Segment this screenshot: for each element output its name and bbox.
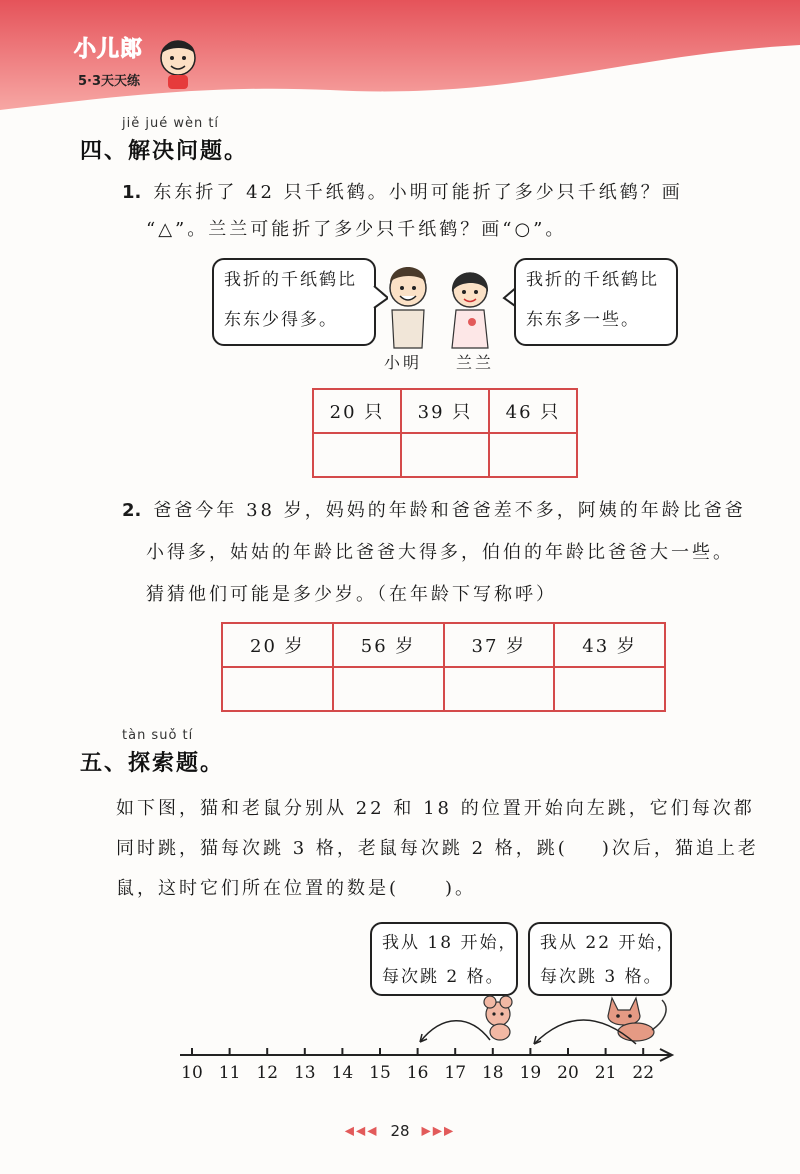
number-line-label: 11	[218, 1063, 241, 1083]
bubble-mouse	[370, 922, 518, 996]
s5-line1: 如下图，猫和老鼠分别从 22 和 18 的位置开始向左跳，它们每次都	[116, 798, 755, 819]
q2-cell-header: 20 岁	[222, 623, 333, 667]
section5-pinyin: tàn suǒ tí	[122, 728, 194, 743]
q2-line1	[122, 496, 746, 522]
bubble-xiaoming-line2: 东东少得多。	[224, 310, 338, 330]
mascot-icon	[154, 32, 202, 90]
xiaoming-figure	[390, 267, 426, 348]
number-line-label: 12	[256, 1063, 279, 1083]
q1-cell-header: 39 只	[401, 389, 489, 433]
section5-title: 五、探索题。	[80, 751, 225, 776]
s5-line3-a: 鼠，这时它们所在位置的数是(	[116, 878, 400, 899]
number-line-label: 13	[293, 1063, 316, 1083]
q1-answer-cell[interactable]	[401, 433, 489, 477]
q2-number: 2.	[122, 500, 142, 521]
brand-logo	[72, 32, 202, 102]
number-line-label: 10	[181, 1063, 203, 1083]
bubble-cat	[528, 922, 676, 996]
q1-cell-header: 20 只	[313, 389, 401, 433]
page-number: 28	[390, 1121, 410, 1140]
q2-cell-header: 56 岁	[333, 623, 444, 667]
next-arrows-icon: ▶▶▶	[421, 1123, 456, 1138]
s5-line3	[116, 874, 476, 900]
q1-answer-cell[interactable]	[489, 433, 577, 477]
s5-line3-b: )。	[445, 878, 477, 899]
q1-number: 1.	[122, 182, 142, 203]
brand-subtitle: 5·3天天练	[78, 74, 141, 89]
q2-cell-header: 37 岁	[444, 623, 555, 667]
bubble-xiaoming	[212, 258, 376, 346]
section4-title: 四、解决问题。	[80, 139, 249, 164]
label-lanlan: 兰兰	[456, 353, 495, 372]
brand-name: 小儿郎	[74, 37, 144, 62]
s5-line2-a: 同时跳，猫每次跳 3 格，老鼠每次跳 2 格，跳(	[116, 838, 568, 859]
number-line	[170, 1030, 680, 1090]
bubble-mouse-line1: 我从 18 开始，	[382, 933, 518, 953]
page-footer	[0, 1120, 800, 1140]
number-line-label: 16	[406, 1063, 429, 1083]
bubble-lanlan-line2: 东东多一些。	[526, 310, 640, 330]
number-line-label: 21	[594, 1063, 617, 1083]
q1-text-line1: 东东折了 42 只千纸鹤。小明可能折了多少只千纸鹤？画	[153, 182, 683, 203]
q1-line1	[122, 178, 683, 204]
bubble-lanlan-line1: 我折的千纸鹤比	[526, 270, 659, 290]
kids-illustration	[380, 258, 506, 350]
q1-line2: “△”。兰兰可能折了多少只千纸鹤？画“○”。	[146, 219, 567, 240]
s5-line2	[116, 834, 759, 860]
label-xiaoming: 小明	[384, 353, 423, 372]
number-line-label: 20	[557, 1063, 579, 1083]
lanlan-figure	[452, 273, 488, 349]
q2-answer-cell[interactable]	[333, 667, 444, 711]
q2-cell-header: 43 岁	[554, 623, 665, 667]
prev-arrows-icon: ◀◀◀	[344, 1123, 379, 1138]
q1-cell-header: 46 只	[489, 389, 577, 433]
q2-answer-cell[interactable]	[222, 667, 333, 711]
q2-table	[221, 622, 666, 712]
bubble-mouse-line2: 每次跳 2 格。	[382, 967, 505, 987]
q2-text-line1: 爸爸今年 38 岁，妈妈的年龄和爸爸差不多，阿姨的年龄比爸爸	[153, 500, 746, 521]
bubble-lanlan	[514, 258, 678, 346]
q1-table	[312, 388, 578, 478]
bubble-xiaoming-line1: 我折的千纸鹤比	[224, 270, 357, 290]
bubble-cat-line1: 我从 22 开始，	[540, 933, 676, 953]
number-line-label: 18	[481, 1063, 504, 1083]
section4-pinyin: jiě jué wèn tí	[122, 116, 220, 131]
q2-line3: 猜猜他们可能是多少岁。（在年龄下写称呼）	[146, 584, 557, 605]
number-line-label: 22	[632, 1063, 655, 1083]
number-line-label: 17	[444, 1063, 467, 1083]
number-line-label: 15	[369, 1063, 391, 1083]
number-line-label: 19	[519, 1063, 542, 1083]
bubble-cat-line2: 每次跳 3 格。	[540, 967, 663, 987]
q1-answer-cell[interactable]	[313, 433, 401, 477]
q2-answer-cell[interactable]	[554, 667, 665, 711]
number-line-label: 14	[331, 1063, 354, 1083]
s5-line2-b: )次后，猫追上老	[601, 838, 759, 859]
q2-line2: 小得多，姑姑的年龄比爸爸大得多，伯伯的年龄比爸爸大一些。	[146, 542, 734, 563]
q2-answer-cell[interactable]	[444, 667, 555, 711]
